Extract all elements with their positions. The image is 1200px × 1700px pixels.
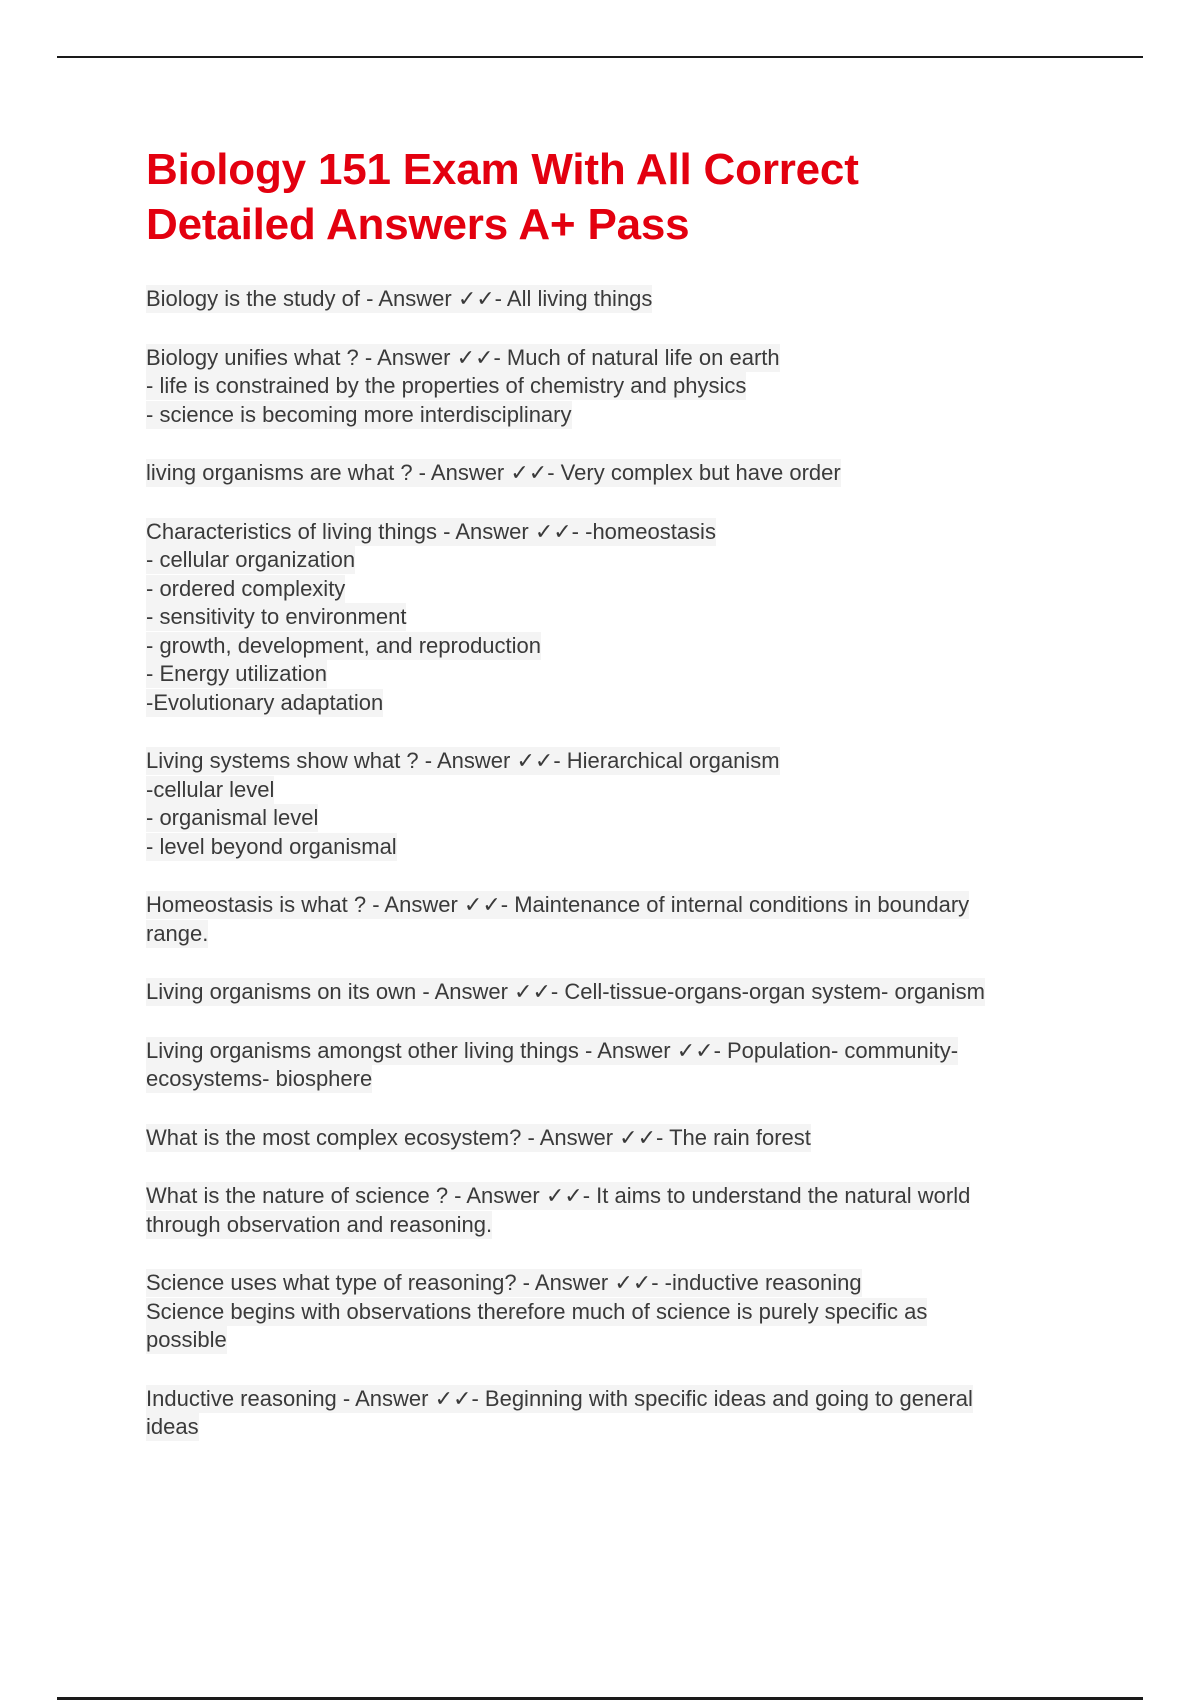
qa-question-answer (146, 978, 1076, 1007)
qa-line-text: - cellular organization (146, 547, 356, 572)
qa-answer-line (146, 1326, 1076, 1355)
qa-item (146, 344, 1076, 430)
header-rule (57, 56, 1143, 58)
qa-item (146, 978, 1076, 1007)
qa-line-text: - life is constrained by the properties of chemistry and physics (146, 373, 747, 398)
qa-line-text: - organismal level (146, 805, 319, 830)
qa-question-answer (146, 1385, 1076, 1414)
qa-line-text: - sensitivity to environment (146, 604, 407, 629)
qa-answer-line (146, 776, 1076, 805)
qa-answer-line (146, 1211, 1076, 1240)
qa-line-text: Biology unifies what ? - Answer ✓✓- Much of natural life on earth (146, 344, 780, 370)
qa-line-text: range. (146, 920, 209, 946)
qa-line-text: Living organisms amongst other living things - Answer ✓✓- Population- community- (146, 1037, 959, 1063)
qa-item (146, 1385, 1076, 1442)
qa-line-text: - level beyond organismal (146, 833, 397, 859)
qa-line-text: -Evolutionary adaptation (146, 689, 384, 715)
qa-item (146, 285, 1076, 314)
qa-item (146, 518, 1076, 718)
qa-answer-line (146, 660, 1076, 689)
qa-question-answer (146, 1124, 1076, 1153)
qa-line-text: - science is becoming more interdisciplinary (146, 401, 572, 427)
qa-answer-line (146, 1065, 1076, 1094)
qa-item (146, 459, 1076, 488)
qa-answer-line (146, 689, 1076, 718)
qa-line-text: What is the nature of science ? - Answer ✓✓- It aims to understand the natural world (146, 1183, 971, 1208)
qa-line-text: - Energy utilization (146, 661, 327, 686)
qa-answer-line (146, 1298, 1076, 1327)
qa-line-text: -cellular level (146, 776, 275, 802)
qa-answer-line (146, 920, 1076, 949)
qa-answer-line (146, 603, 1076, 632)
qa-answer-line (146, 804, 1076, 833)
document-title (146, 142, 1076, 252)
qa-answer-line (146, 401, 1076, 430)
qa-item (146, 747, 1076, 861)
qa-line-text: Living organisms on its own - Answer ✓✓- Cell-tissue-organs-organ system- organism (146, 979, 985, 1004)
qa-item (146, 1182, 1076, 1239)
title-line-2: Detailed Answers A+ Pass (146, 200, 690, 249)
qa-line-text: Science begins with observations therefore much of science is purely specific as (146, 1298, 928, 1324)
qa-question-answer (146, 285, 1076, 314)
qa-line-text: - growth, development, and reproduction (146, 632, 542, 658)
qa-line-text: ecosystems- biosphere (146, 1066, 373, 1091)
qa-item (146, 1269, 1076, 1355)
qa-line-text: Characteristics of living things - Answer ✓✓- -homeostasis (146, 518, 716, 544)
qa-line-text: possible (146, 1327, 227, 1352)
title-line-1: Biology 151 Exam With All Correct (146, 145, 859, 194)
qa-line-text: Homeostasis is what ? - Answer ✓✓- Maintenance of internal conditions in boundary (146, 892, 970, 917)
qa-line-text: Living systems show what ? - Answer ✓✓- Hierarchical organism (146, 748, 780, 773)
qa-question-answer (146, 1269, 1076, 1298)
qa-answer-line (146, 372, 1076, 401)
qa-item (146, 1037, 1076, 1094)
qa-line-text: Biology is the study of - Answer ✓✓- All living things (146, 286, 653, 311)
qa-question-answer (146, 747, 1076, 776)
qa-line-text: through observation and reasoning. (146, 1211, 493, 1237)
qa-question-answer (146, 518, 1076, 547)
qa-list (146, 285, 1076, 1442)
qa-question-answer (146, 1182, 1076, 1211)
qa-answer-line (146, 575, 1076, 604)
qa-item (146, 891, 1076, 948)
qa-question-answer (146, 344, 1076, 373)
qa-line-text: Science uses what type of reasoning? - Answer ✓✓- -inductive reasoning (146, 1270, 862, 1295)
qa-answer-line (146, 1413, 1076, 1442)
qa-question-answer (146, 1037, 1076, 1066)
qa-question-answer (146, 459, 1076, 488)
qa-answer-line (146, 632, 1076, 661)
qa-answer-line (146, 546, 1076, 575)
document-body (146, 142, 1076, 1472)
qa-answer-line (146, 833, 1076, 862)
qa-line-text: Inductive reasoning - Answer ✓✓- Beginning with specific ideas and going to general (146, 1385, 973, 1411)
qa-line-text: What is the most complex ecosystem? - Answer ✓✓- The rain forest (146, 1124, 811, 1150)
qa-line-text: living organisms are what ? - Answer ✓✓- Very complex but have order (146, 460, 841, 485)
qa-line-text: - ordered complexity (146, 575, 346, 601)
qa-line-text: ideas (146, 1414, 199, 1439)
qa-question-answer (146, 891, 1076, 920)
qa-item (146, 1124, 1076, 1153)
